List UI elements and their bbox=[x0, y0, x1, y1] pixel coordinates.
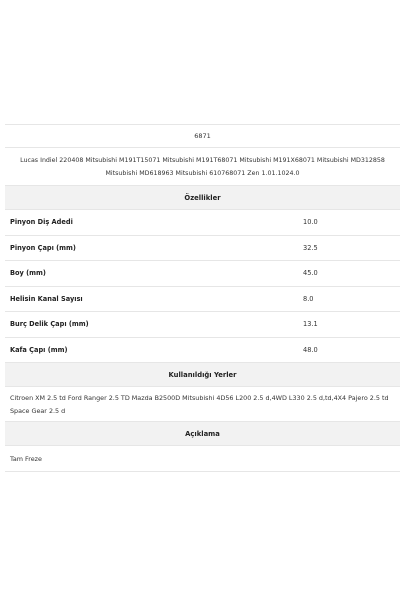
spec-label: Helisin Kanal Sayısı bbox=[10, 294, 83, 303]
product-code-row bbox=[5, 125, 400, 148]
description-row bbox=[5, 446, 400, 472]
spec-label: Pinyon Diş Adedi bbox=[10, 218, 73, 227]
usage-section-header bbox=[5, 363, 400, 387]
spec-row bbox=[5, 312, 400, 338]
usage-text: Citroen XM 2.5 td Ford Ranger 2.5 TD Mazda B2500D Mitsubishi 4D56 L200 2.5 d,4WD L330 2.5 d,td,4X4 Pajero 2.5 td Space Gear 2.5 d bbox=[10, 394, 389, 415]
description-text: Tam Freze bbox=[10, 455, 42, 463]
spec-value: 13.1 bbox=[303, 320, 318, 329]
features-section-header bbox=[5, 186, 400, 210]
spec-label: Pinyon Çapı (mm) bbox=[10, 243, 76, 252]
spec-value: 32.5 bbox=[303, 243, 318, 252]
spec-row bbox=[5, 287, 400, 313]
spec-label: Burç Delik Çapı (mm) bbox=[10, 320, 89, 329]
description-title: Açıklama bbox=[185, 430, 220, 438]
spec-row bbox=[5, 210, 400, 236]
usage-row bbox=[5, 387, 400, 422]
spec-row bbox=[5, 236, 400, 262]
usage-title: Kullanıldığı Yerler bbox=[168, 371, 237, 379]
product-code: 6871 bbox=[194, 132, 211, 140]
spec-row bbox=[5, 261, 400, 287]
features-title: Özellikler bbox=[184, 194, 221, 202]
spec-label: Kafa Çapı (mm) bbox=[10, 345, 68, 354]
spec-value: 10.0 bbox=[303, 218, 318, 227]
description-section-header bbox=[5, 422, 400, 446]
spec-value: 45.0 bbox=[303, 269, 318, 278]
spec-value: 48.0 bbox=[303, 345, 318, 354]
product-details-panel bbox=[5, 124, 400, 472]
oem-references-text: Lucas Indiel 220408 Mitsubishi M191T15071 Mitsubishi M191T68071 Mitsubishi M191X68071 Mitsubishi MD312858 Mitsubishi MD618963 Mitsubishi 610768071 Zen 1.01.1024.0 bbox=[20, 157, 385, 177]
spec-label: Boy (mm) bbox=[10, 269, 46, 278]
spec-row bbox=[5, 338, 400, 364]
oem-references-row bbox=[5, 148, 400, 186]
spec-value: 8.0 bbox=[303, 294, 314, 303]
